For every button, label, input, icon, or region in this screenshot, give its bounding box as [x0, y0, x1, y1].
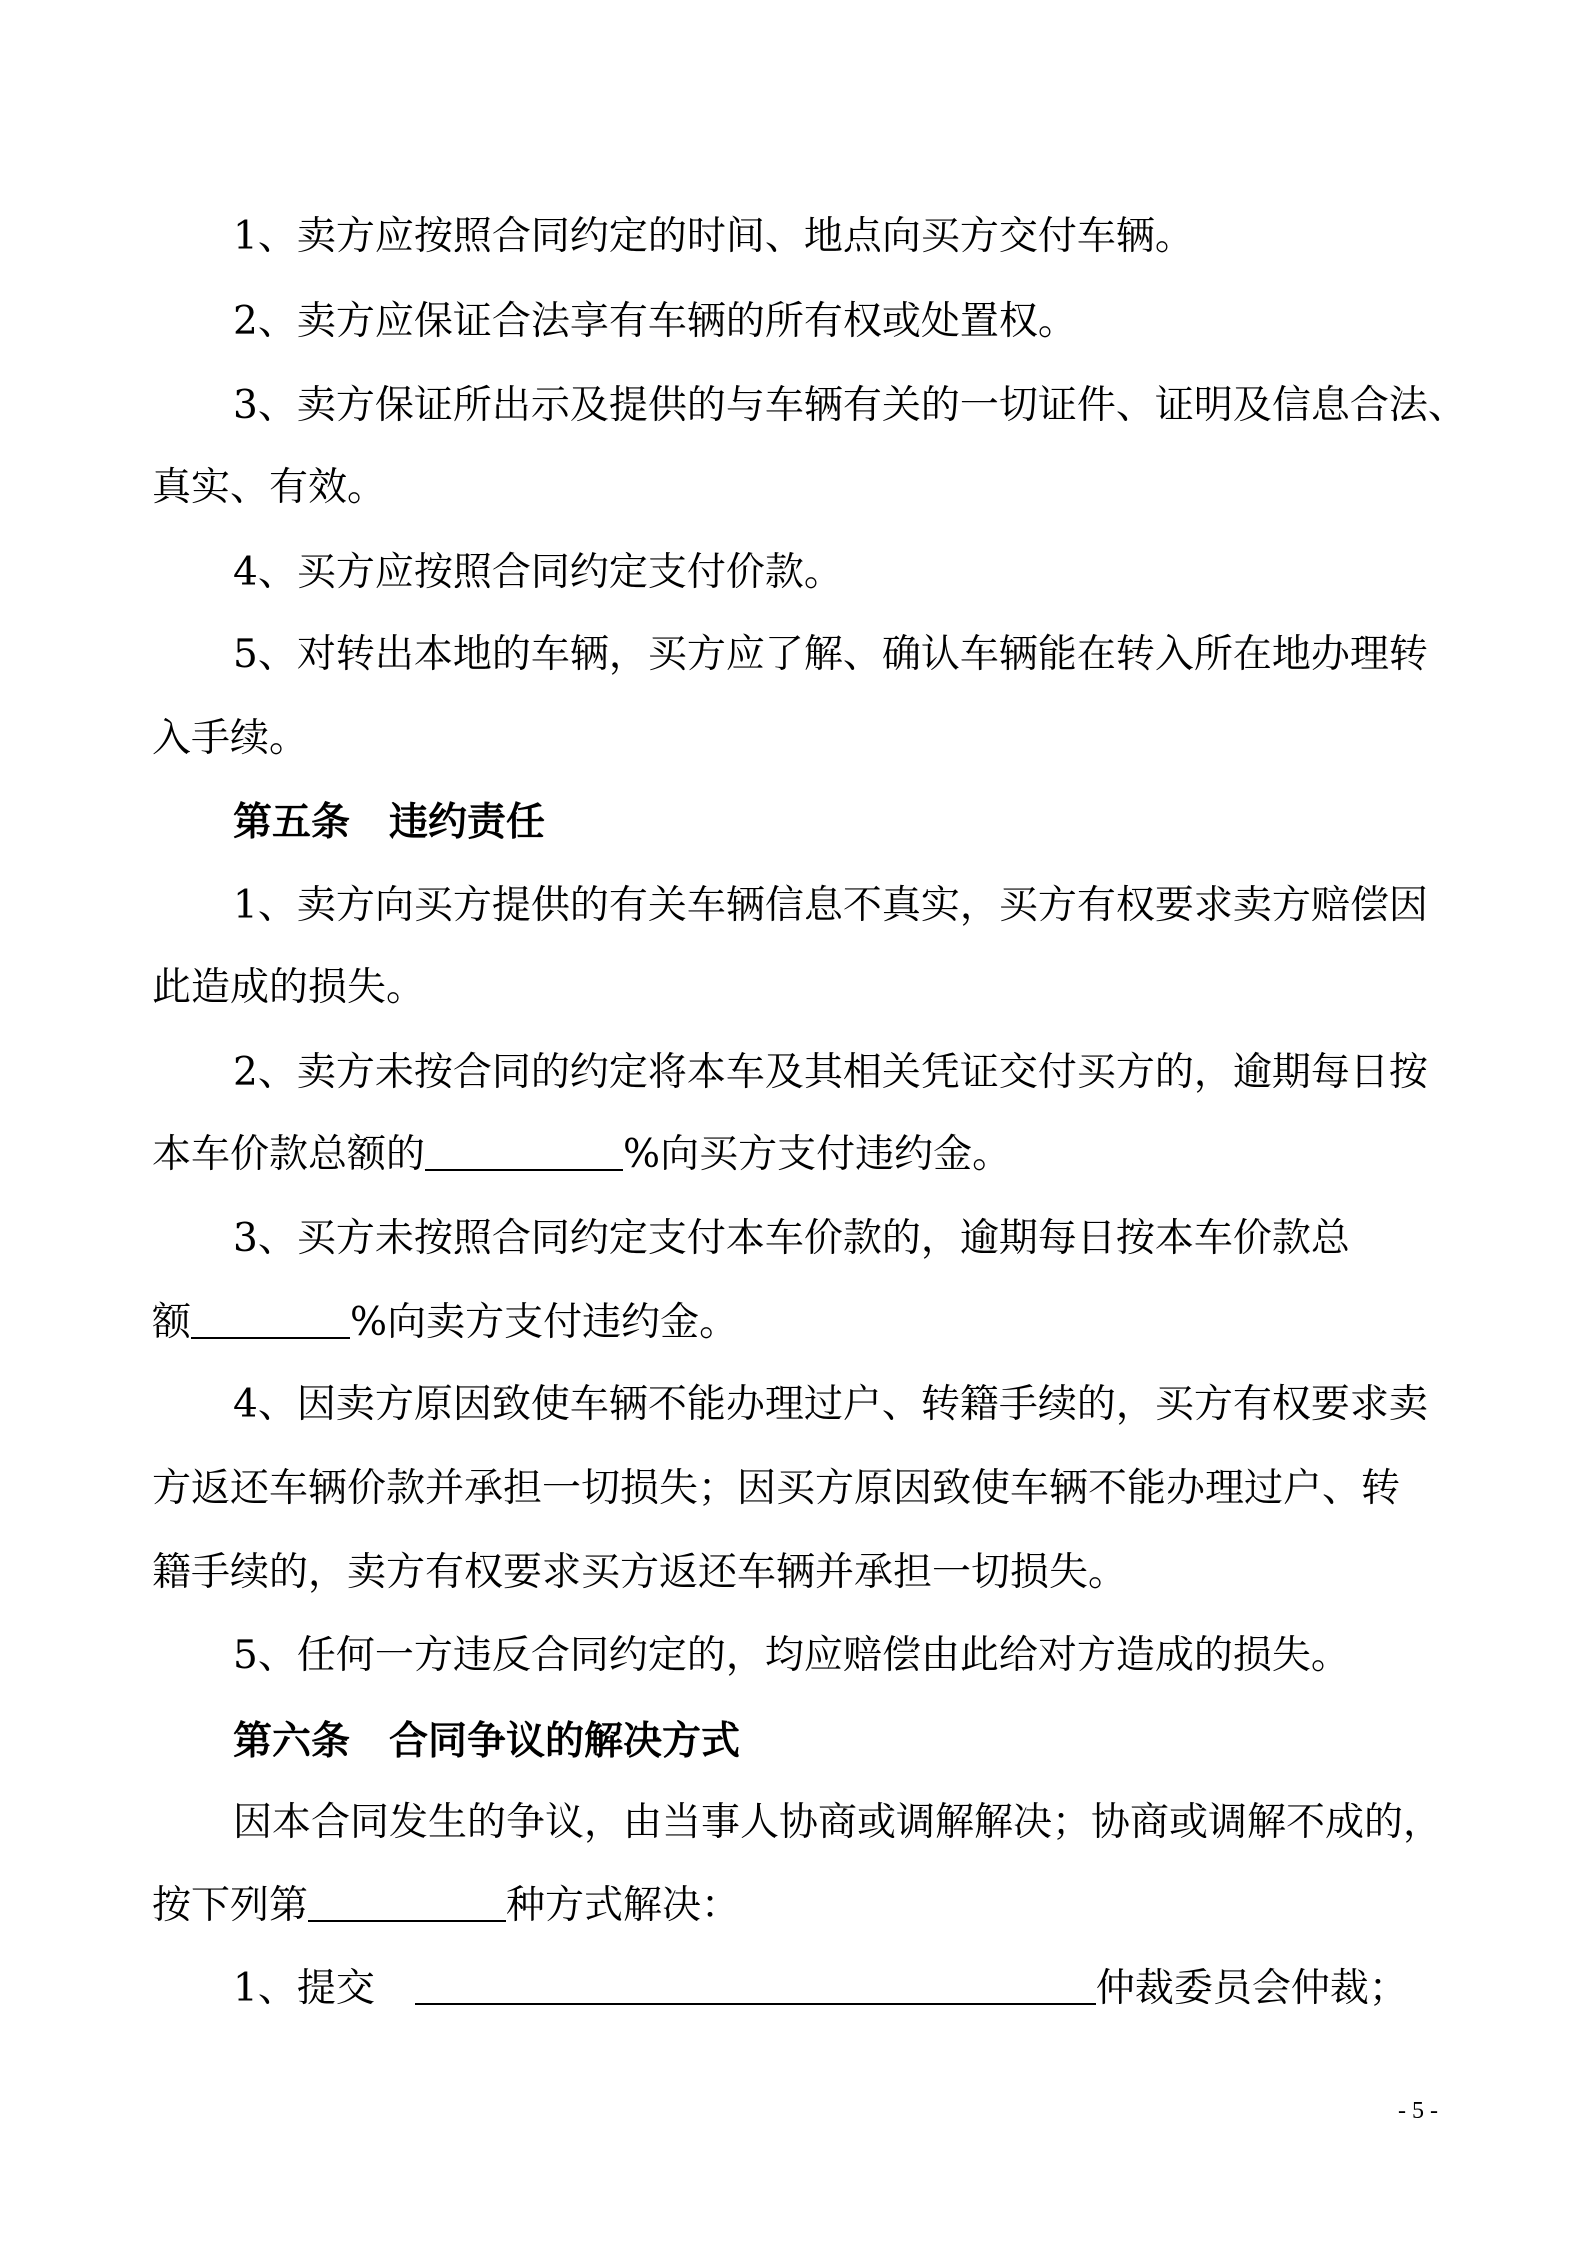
page-number: - 5 - — [1398, 2098, 1438, 2124]
line-text: 1、提交 — [233, 1966, 375, 2011]
paragraph-line: 3、买方未按照合同约定支付本车价款的，逾期每日按本车价款总 — [233, 1216, 1350, 1261]
paragraph-line: 因本合同发生的争议，由当事人协商或调解解决；协商或调解不成的， — [233, 1800, 1443, 1845]
paragraph-line: 2、卖方未按合同的约定将本车及其相关凭证交付买方的，逾期每日按 — [233, 1050, 1428, 1095]
fill-in-blank[interactable] — [415, 1969, 1096, 2005]
paragraph-line — [152, 1298, 738, 1348]
paragraph-line: 1、卖方向买方提供的有关车辆信息不真实，买方有权要求卖方赔偿因 — [233, 883, 1428, 928]
line-text: 种方式解决： — [506, 1883, 741, 1928]
line-text: %向卖方支付违约金。 — [350, 1300, 739, 1345]
paragraph-line: 5、对转出本地的车辆，买方应了解、确认车辆能在转入所在地办理转 — [233, 632, 1428, 677]
paragraph-line: 2、卖方应保证合法享有车辆的所有权或处置权。 — [233, 299, 1077, 344]
line-text: %向买方支付违约金。 — [623, 1132, 1012, 1177]
paragraph-line: 4、买方应按照合同约定支付价款。 — [233, 550, 843, 595]
paragraph-line: 入手续。 — [152, 716, 309, 761]
paragraph-line: 1、卖方应按照合同约定的时间、地点向买方交付车辆。 — [233, 214, 1194, 259]
section-heading: 第六条 合同争议的解决方式 — [233, 1718, 741, 1764]
paragraph-line: 真实、有效。 — [152, 465, 387, 510]
paragraph-line: 方返还车辆价款并承担一切损失；因买方原因致使车辆不能办理过户、转 — [152, 1466, 1401, 1511]
paragraph-line: 4、因卖方原因致使车辆不能办理过户、转籍手续的，买方有权要求卖 — [233, 1382, 1428, 1427]
paragraph-line: 5、任何一方违反合同约定的，均应赔偿由此给对方造成的损失。 — [233, 1633, 1350, 1678]
fill-in-blank[interactable] — [191, 1303, 350, 1339]
section-heading: 第五条 违约责任 — [233, 799, 546, 845]
line-text: 按下列第 — [152, 1883, 309, 1928]
fill-in-blank[interactable] — [308, 1886, 506, 1922]
fill-in-blank[interactable] — [425, 1135, 623, 1171]
paragraph-line: 此造成的损失。 — [152, 965, 426, 1010]
paragraph-line — [152, 1881, 740, 1931]
paragraph-line — [152, 1130, 1011, 1180]
line-text: 额 — [152, 1300, 192, 1345]
paragraph-line — [233, 1964, 1408, 2014]
line-text: 仲裁委员会仲裁； — [1095, 1966, 1408, 2011]
paragraph-line: 籍手续的，卖方有权要求买方返还车辆并承担一切损失。 — [152, 1550, 1128, 1595]
line-text: 本车价款总额的 — [152, 1132, 426, 1177]
paragraph-line: 3、卖方保证所出示及提供的与车辆有关的一切证件、证明及信息合法、 — [233, 383, 1467, 428]
